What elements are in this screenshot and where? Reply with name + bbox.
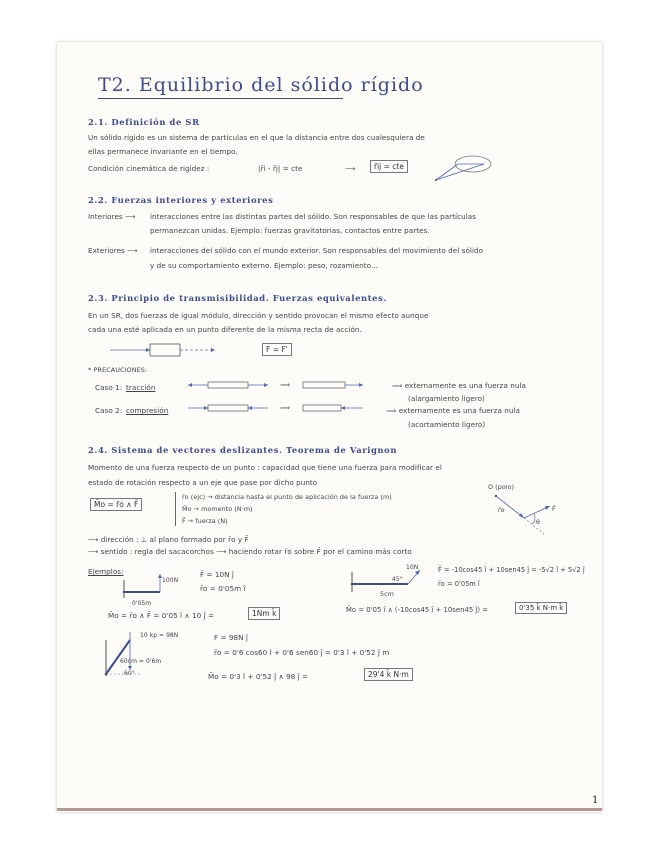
notebook-page	[57, 42, 602, 812]
ex3-angle-label: 60°	[124, 670, 135, 677]
page-title: T2. Equilibrio del sólido rígido	[98, 74, 424, 96]
section-heading-2-2: 2.2. Fuerzas interiores y exteriores	[88, 195, 274, 205]
rigid-body-diagram	[428, 150, 498, 186]
ex3-r: r̄o = 0'6 cos60 î + 0'6 sen60 ĵ = 0'3 î + 0'52 ĵ m	[214, 648, 390, 657]
title-underline	[98, 98, 343, 99]
transmissibility-diagram	[110, 338, 230, 366]
ex2-f: F̄ = -10cos45 î + 10sen45 ĵ = -5√2 î + 5√2 ĵ	[438, 566, 585, 574]
diag-r-label: r̄o	[498, 506, 505, 514]
s21-line1: Un sólido rígido es un sistema de partículas en el que la distancia entre dos cualesquiera de	[88, 133, 425, 142]
s22-int-label: Interiores ⟶	[88, 212, 136, 221]
svg-text:⟹: ⟹	[280, 404, 291, 412]
ex1-force-label: 100N	[162, 577, 179, 584]
caso1-label: Caso 1:	[95, 383, 123, 392]
s24-line1: Momento de una fuerza respecto de un punto : capacidad que tiene una fuerza para modificar el	[88, 463, 442, 472]
caso2-word: compresión	[126, 406, 169, 415]
s22-int-line1: interacciones entre las distintas partes del sólido. Son responsables de que las partículas	[150, 212, 477, 221]
section-heading-2-4: 2.4. Sistema de vectores deslizantes. Teorema de Varignon	[88, 445, 398, 455]
ex1-length-label: 0'05m	[132, 600, 152, 607]
caso1-result2: (alargamiento ligero)	[408, 394, 485, 403]
s24-line2: estado de rotación respecto a un eje que pase por dicho punto	[88, 478, 318, 487]
caso2-label: Caso 2:	[95, 406, 123, 415]
moment-formula-box: M̄o = r̄o ∧ F̄	[90, 498, 142, 511]
ex1-result-prefix: M̄o = r̄o ∧ F̄ = 0'05 î ∧ 10 ĵ =	[108, 611, 215, 620]
ex2-length-label: 5cm	[380, 590, 394, 598]
ex1-r: r̄o = 0'05m î	[200, 584, 246, 593]
ex2-force-label: 10N	[406, 564, 419, 571]
s22-ext-line1: interacciones del sólido con el mundo exterior. Son responsables del movimiento del sólido	[150, 246, 484, 255]
caso1-word: tracción	[126, 383, 156, 392]
ex3-f: F = 98N ĵ	[214, 633, 248, 642]
ex2-result-box: 0'35 k̄ N·m k̄	[515, 602, 567, 614]
s21-arrow: ⟶	[345, 164, 356, 173]
diag-f-label: F̄	[552, 505, 556, 513]
s23-line1: En un SR, dos fuerzas de igual módulo, dirección y sentido provocan el mismo efecto aunque	[88, 311, 429, 320]
ex2-r: r̄o = 0'05m î	[438, 580, 480, 588]
s23-precautions: * PRECAUCIONES:	[88, 366, 148, 374]
ex3-force-label: 10 kp = 98N	[140, 632, 179, 639]
s23-line2: cada una esté aplicada en un punto diferente de la misma recta de acción.	[88, 325, 362, 334]
s22-ext-line2: y de su comportamiento externo. Ejemplo: peso, rozamiento...	[150, 261, 378, 270]
section-heading-2-1: 2.1. Definición de SR	[88, 117, 200, 127]
s21-formula: |r̄i - r̄j| = cte	[258, 164, 303, 173]
ex3-result-prefix: M̄o = 0'3 î + 0'52 ĵ ∧ 98 ĵ =	[208, 672, 309, 681]
svg-text:⟹: ⟹	[280, 381, 291, 389]
ex1-result-box: 1Nm k̄	[248, 607, 280, 620]
s24-def1: r̄o (ejc) → distancia hasta el punto de aplicación de la fuerza (m)	[182, 493, 392, 501]
s24-def3: F̄ → fuerza (N)	[182, 517, 228, 525]
ex2-result-prefix: M̄o = 0'05 î ∧ (-10cos45 î + 10sen45 ĵ) =	[346, 606, 489, 614]
brace-line	[175, 492, 176, 526]
page-number: 1	[592, 795, 599, 806]
caso2-diagram	[178, 398, 378, 422]
s21-boxed-formula: r̄ij = cte	[370, 160, 408, 173]
caso2-result1: ⟹ externamente es una fuerza nula	[386, 406, 521, 415]
s22-int-line2: permanezcan unidas. Ejemplo: fuerzas gravitatorias, contactos entre partes.	[150, 226, 430, 235]
pole-label: O (polo)	[488, 483, 515, 491]
s21-line2: ellas permanece invariante en el tiempo.	[88, 147, 238, 156]
s22-ext-label: Exteriores ⟶	[88, 246, 138, 255]
s24-dir-line: ⟶ dirección : ⊥ al plano formado por r̄o y F̄	[88, 535, 249, 544]
s23-boxed-formula: F = F'	[262, 343, 292, 356]
diag-theta-label: θ	[536, 518, 540, 526]
caso1-diagram	[178, 375, 378, 399]
examples-label: Ejemplos:	[88, 567, 124, 576]
ex1-f: F̄ = 10N ĵ	[200, 570, 234, 579]
page-edge	[57, 808, 602, 811]
moment-diagram	[488, 490, 558, 539]
caso1-result1: ⟹ externamente es una fuerza nula	[392, 381, 527, 390]
ex3-result-box: 29'4 k̄ N·m	[364, 668, 413, 681]
ex2-angle-label: 45°	[392, 576, 403, 583]
ex3-length-label: 60cm = 0'6m	[120, 658, 162, 665]
ex1-diagram	[120, 570, 180, 604]
s21-line3: Condición cinemática de rigidez :	[88, 164, 210, 173]
section-heading-2-3: 2.3. Principio de transmisibilidad. Fuerzas equivalentes.	[88, 293, 387, 303]
s24-sense-line: ⟶ sentido : regla del sacacorchos ⟶ haciendo rotar r̄o sobre F̄ por el camino más corto	[88, 547, 412, 556]
s24-def2: M̄o → momento (N·m)	[182, 505, 253, 513]
caso2-result2: (acortamiento ligero)	[408, 420, 486, 429]
